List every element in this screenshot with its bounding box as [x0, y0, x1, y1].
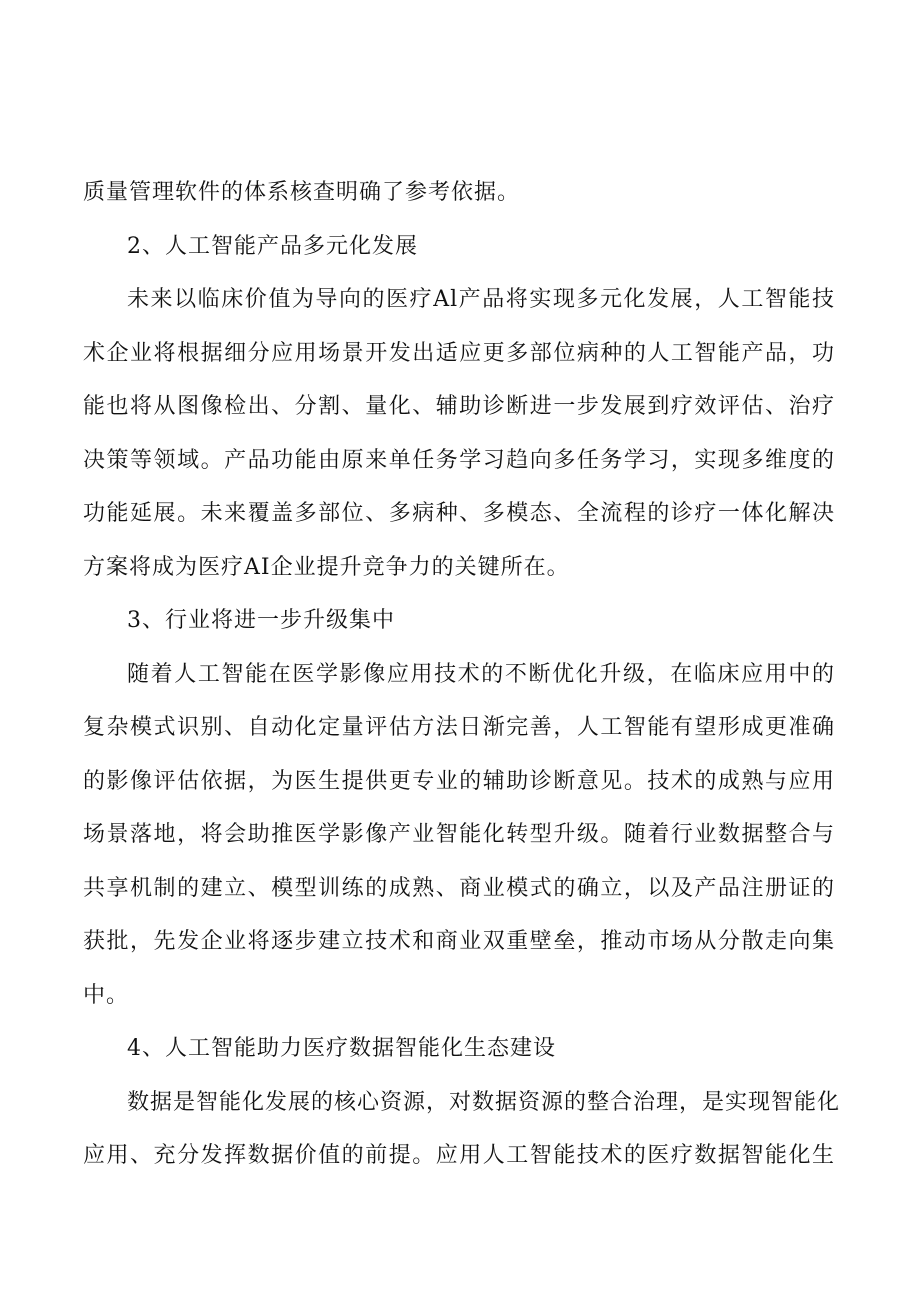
paragraph-line: 质量管理软件的体系核查明确了参考依据。 — [83, 180, 521, 205]
document-body — [83, 166, 841, 1183]
paragraph-line: 随着人工智能在医学影像应用技术的不断优化升级，在临床应用中的 — [127, 661, 835, 687]
paragraph-line: 共享机制的建立、模型训练的成熟、商业模式的确立，以及产品注册证的 — [83, 875, 835, 901]
paragraph-line: 应用、充分发挥数据价值的前提。应用人工智能技术的医疗数据智能化生 — [83, 1143, 835, 1168]
paragraph-line: 功能延展。未来覆盖多部位、多病种、多模态、全流程的诊疗一体化解决 — [83, 501, 835, 526]
paragraph-line: 数据是智能化发展的核心资源，对数据资源的整合治理，是实现智能化 — [127, 1089, 841, 1115]
paragraph-line: 中。 — [83, 982, 130, 1008]
section-heading: 4、人工智能助力医疗数据智能化生态建设 — [127, 1036, 556, 1061]
section-heading: 3、行业将进一步升级集中 — [127, 608, 395, 633]
paragraph-line: 复杂模式识别、自动化定量评估方法日渐完善，人工智能有望形成更准确 — [83, 715, 835, 740]
paragraph-line: 的影像评估依据，为医生提供更专业的辅助诊断意见。技术的成熟与应用 — [83, 768, 835, 794]
paragraph-line: 获批，先发企业将逐步建立技术和商业双重壁垒，推动市场从分散走向集 — [83, 929, 835, 954]
paragraph-line: 术企业将根据细分应用场景开发出适应更多部位病种的人工智能产品，功 — [83, 340, 835, 366]
paragraph-line: 方案将成为医疗AI企业提升竞争力的关键所在。 — [83, 554, 570, 580]
paragraph-line: 能也将从图像检出、分割、量化、辅助诊断进一步发展到疗效评估、治疗 — [83, 394, 835, 419]
section-heading: 2、人工智能产品多元化发展 — [127, 233, 418, 259]
paragraph-line: 场景落地，将会助推医学影像产业智能化转型升级。随着行业数据整合与 — [83, 822, 835, 847]
paragraph-line: 决策等领域。产品功能由原来单任务学习趋向多任务学习，实现多维度的 — [83, 447, 835, 473]
paragraph-line: 未来以临床价值为导向的医疗Al产品将实现多元化发展，人工智能技 — [127, 287, 835, 312]
